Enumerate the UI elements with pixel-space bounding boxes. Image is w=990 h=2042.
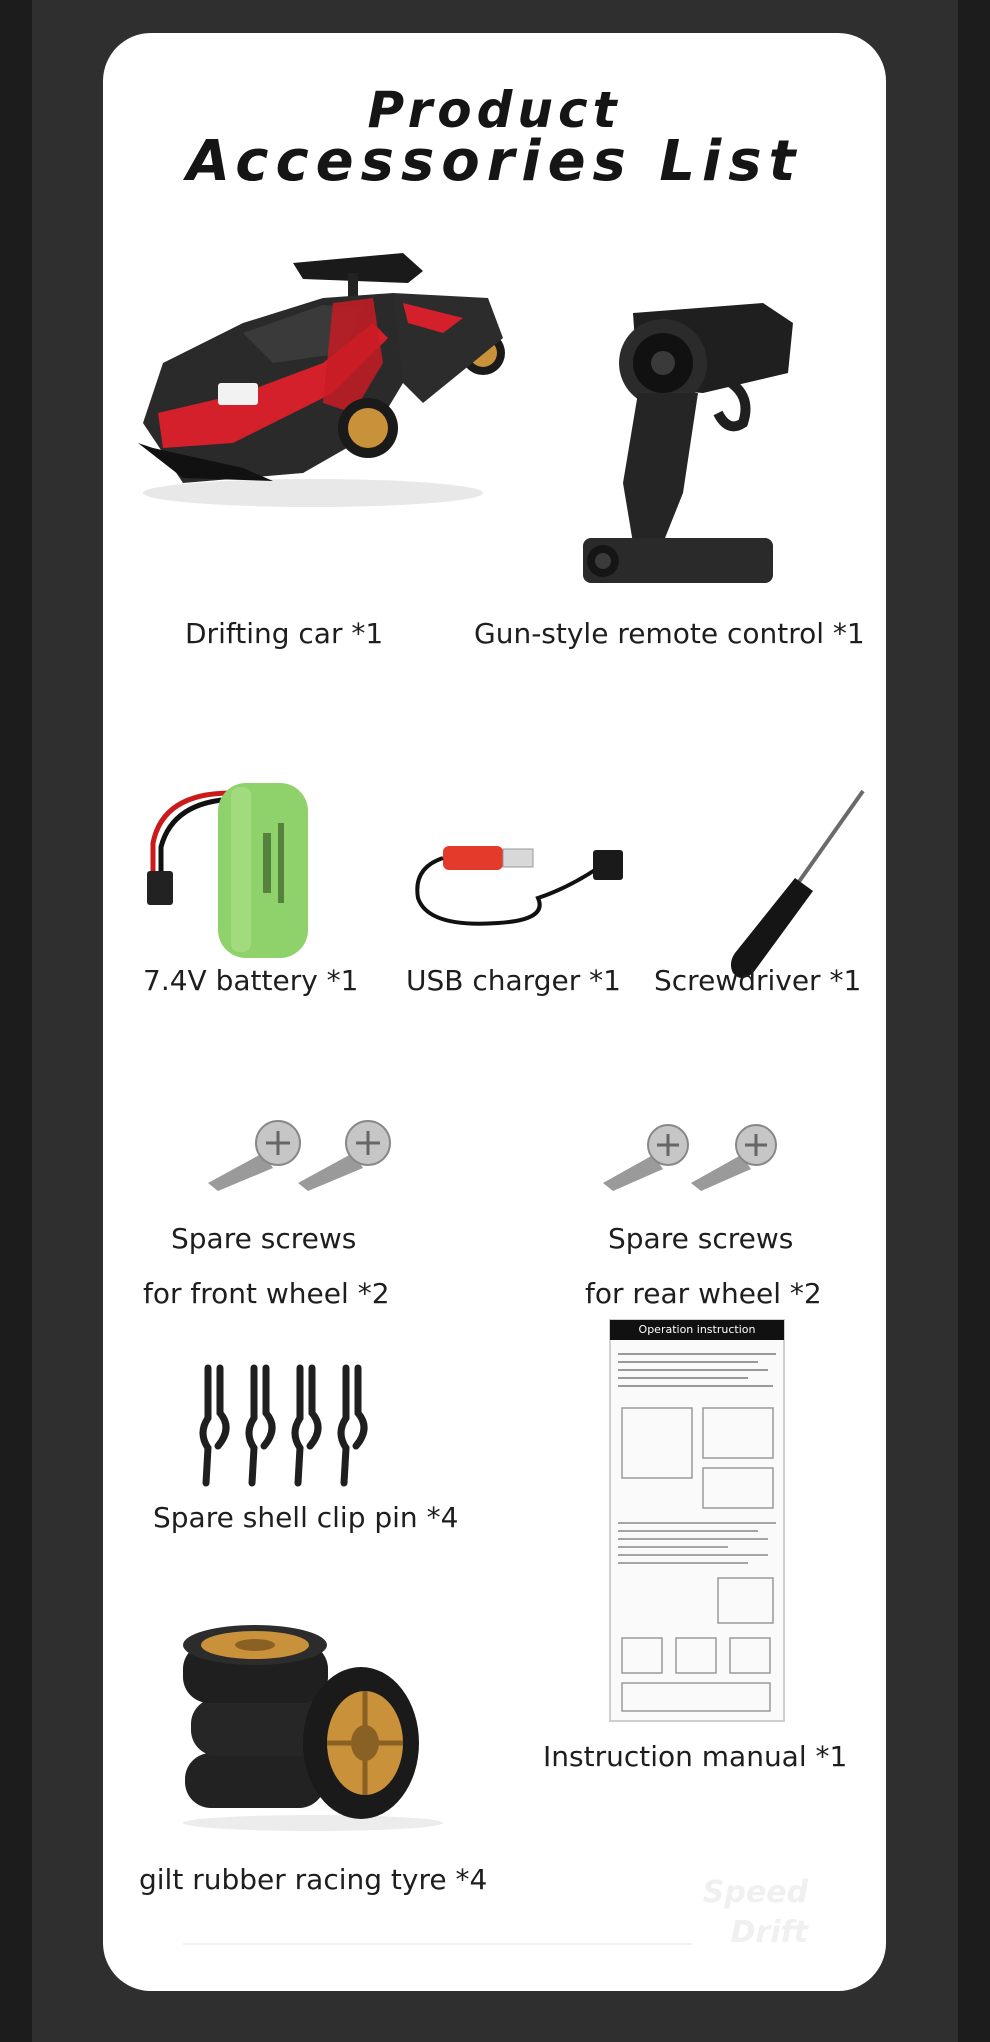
battery-image: [123, 773, 343, 973]
watermark-logo: [703, 1873, 808, 1953]
page-title-line2: Accessories List: [186, 129, 803, 194]
item-label-remote-control: Gun-style remote control *1: [474, 617, 865, 650]
item-label-rear-screws-line2: for rear wheel *2: [585, 1277, 822, 1310]
item-label-screwdriver: Screwdriver *1: [654, 964, 862, 997]
item-label-rear-screws-line1: Spare screws: [608, 1222, 794, 1255]
item-label-shell-clip-pins: Spare shell clip pin *4: [153, 1501, 459, 1534]
frame-right: [958, 0, 990, 2042]
accessories-card: [103, 33, 886, 1991]
shell-clip-pins-image: [188, 1358, 388, 1488]
watermark-line2: Drift: [730, 1915, 808, 1950]
usb-charger-image: [408, 828, 668, 948]
page-title-line1: Product: [367, 81, 622, 139]
frame-left: [0, 0, 32, 2042]
racing-tyres-image: [173, 1583, 453, 1833]
front-screws-image: [203, 1083, 403, 1193]
instruction-manual-image: [608, 1318, 786, 1723]
screwdriver-image: [713, 783, 873, 983]
remote-control-image: [553, 283, 823, 603]
item-label-battery: 7.4V battery *1: [143, 964, 359, 997]
item-label-usb-charger: USB charger *1: [406, 964, 621, 997]
manual-heading: Operation instruction: [638, 1323, 756, 1336]
drifting-car-image: [123, 243, 523, 523]
item-label-drifting-car: Drifting car *1: [185, 617, 384, 650]
watermark-line1: Speed: [702, 1875, 808, 1910]
item-label-front-screws-line1: Spare screws: [171, 1222, 357, 1255]
footer-divider: [183, 1943, 693, 1945]
item-label-instruction-manual: Instruction manual *1: [543, 1740, 848, 1773]
item-label-racing-tyres: gilt rubber racing tyre *4: [139, 1863, 488, 1896]
rear-screws-image: [598, 1083, 798, 1193]
item-label-front-screws-line2: for front wheel *2: [143, 1277, 390, 1310]
